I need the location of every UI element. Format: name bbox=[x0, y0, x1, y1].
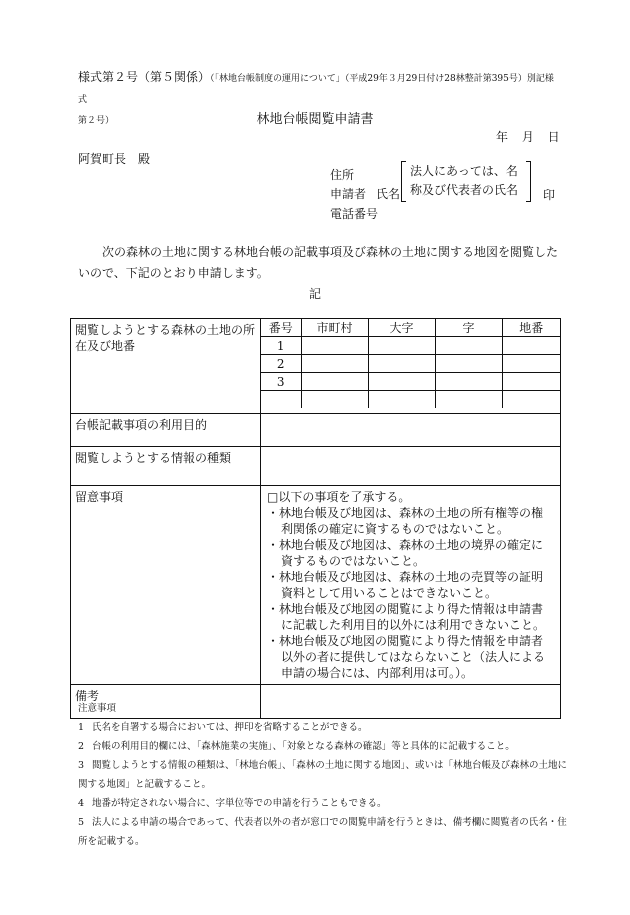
municipality-field[interactable] bbox=[301, 391, 368, 409]
lot-number-field[interactable] bbox=[502, 355, 560, 373]
table-row bbox=[261, 337, 560, 355]
row-number: 3 bbox=[261, 373, 301, 391]
notice-item: ・林地台帳及び地図は、森林の土地の所有権等の権利関係の確定に資するものではないこと。 bbox=[267, 506, 544, 536]
oaza-field[interactable] bbox=[368, 391, 435, 409]
form-number: 様式第２号（第５関係） bbox=[78, 70, 211, 84]
ki-marker: 記 bbox=[308, 287, 321, 301]
location-label: 閲覧しようとする森林の土地の所在及び地番 bbox=[71, 319, 261, 414]
row-number: 1 bbox=[261, 337, 301, 355]
notes-content bbox=[261, 486, 561, 685]
municipality-field[interactable] bbox=[301, 355, 368, 373]
bracket-line-1: 法人にあっては、名 bbox=[410, 164, 518, 178]
applicant-label: 申請者 bbox=[330, 187, 367, 201]
oaza-field[interactable] bbox=[368, 355, 435, 373]
corporate-bracket bbox=[401, 162, 531, 201]
document-title: 林地台帳閲覧申請書 bbox=[256, 112, 374, 127]
col-header-lot-number: 地番 bbox=[502, 319, 560, 337]
info-type-field[interactable] bbox=[261, 447, 561, 486]
location-grid bbox=[261, 319, 560, 408]
bracket-line-2: 称及び代表者の氏名 bbox=[410, 183, 519, 197]
table-row bbox=[261, 355, 560, 373]
col-header-number: 番号 bbox=[261, 319, 301, 337]
notice-item: ・林地台帳及び地図は、森林の土地の境界の確定に資するものではないこと。 bbox=[267, 538, 544, 568]
footnote-item: 5 法人による申請の場合であって、代表者以外の者が窓口での閲覧申請を行うときは、備考欄に閲覧者の氏名・住所を記載する。 bbox=[78, 817, 567, 847]
addressee: 阿賀町長 殿 bbox=[78, 152, 151, 166]
oaza-field[interactable] bbox=[368, 337, 435, 355]
row-number: 2 bbox=[261, 355, 301, 373]
aza-field[interactable] bbox=[435, 355, 502, 373]
table-row bbox=[261, 391, 560, 409]
notes-label: 留意事項 bbox=[71, 486, 261, 685]
notice-item: ・林地台帳及び地図の閲覧により得た情報を申請者以外の者に提供してはならないこと（法人による申請の場合には、内部利用は可。）。 bbox=[267, 634, 546, 680]
footnote-item: 4 地番が特定されない場合に、字単位等での申請を行うこともできる。 bbox=[78, 798, 387, 809]
footnote-item: 1 氏名を自署する場合においては、押印を省略することができる。 bbox=[78, 722, 368, 733]
acknowledge-checkbox[interactable]: □以下の事項を了承する。 bbox=[267, 490, 411, 504]
address-label: 住所 bbox=[330, 168, 355, 182]
aza-field[interactable] bbox=[435, 373, 502, 391]
footnotes-heading: 注意事項 bbox=[78, 703, 117, 714]
lot-number-field[interactable] bbox=[502, 373, 560, 391]
lot-number-field[interactable] bbox=[502, 337, 560, 355]
request-paragraph: 次の森林の土地に関する林地台帳の記載事項及び森林の土地に関する地図を閲覧したいので、下記のとおり申請します。 bbox=[78, 245, 559, 280]
footnotes bbox=[78, 699, 568, 851]
name-label: 氏名 bbox=[376, 187, 401, 201]
form-reference-note: （「林地台帳制度の運用について」（平成29年３月29日付け28林整計第395号）別記様式 bbox=[78, 74, 554, 105]
col-header-oaza: 大字 bbox=[368, 319, 435, 337]
purpose-field[interactable] bbox=[261, 414, 561, 447]
location-header-row bbox=[261, 319, 560, 337]
notice-item: ・林地台帳及び地図は、森林の土地の売買等の証明資料として用いることはできないこと。 bbox=[267, 570, 544, 600]
table-row bbox=[261, 373, 560, 391]
municipality-field[interactable] bbox=[301, 337, 368, 355]
footnote-item: 3 閲覧しようとする情報の種類は、「林地台帳」、「森林の土地に関する地図」、或いは「林地台帳及び森林の土地に関する地図」と記載すること。 bbox=[78, 760, 568, 790]
remarks-label: 備考 bbox=[71, 685, 261, 719]
col-header-municipality: 市町村 bbox=[301, 319, 368, 337]
location-grid-cell bbox=[261, 319, 561, 414]
form-reference-note-cont: 第２号） bbox=[78, 116, 115, 126]
municipality-field[interactable] bbox=[301, 373, 368, 391]
row-number bbox=[261, 391, 301, 409]
footnote-item: 2 台帳の利用目的欄には、「森林施業の実施」、「対象となる森林の確認」等と具体的に記載すること。 bbox=[78, 741, 515, 752]
application-table bbox=[70, 318, 561, 719]
oaza-field[interactable] bbox=[368, 373, 435, 391]
phone-label: 電話番号 bbox=[330, 207, 379, 221]
date-line: 年 月 日 bbox=[496, 130, 560, 144]
purpose-label: 台帳記載事項の利用目的 bbox=[71, 414, 261, 447]
aza-field[interactable] bbox=[435, 337, 502, 355]
seal-mark: 印 bbox=[543, 188, 556, 202]
lot-number-field[interactable] bbox=[502, 391, 560, 409]
col-header-aza: 字 bbox=[435, 319, 502, 337]
aza-field[interactable] bbox=[435, 391, 502, 409]
info-type-label: 閲覧しようとする情報の種類 bbox=[71, 447, 261, 486]
notice-item: ・林地台帳及び地図の閲覧により得た情報は申請書に記載した利用目的以外には利用できないこと。 bbox=[267, 602, 546, 632]
